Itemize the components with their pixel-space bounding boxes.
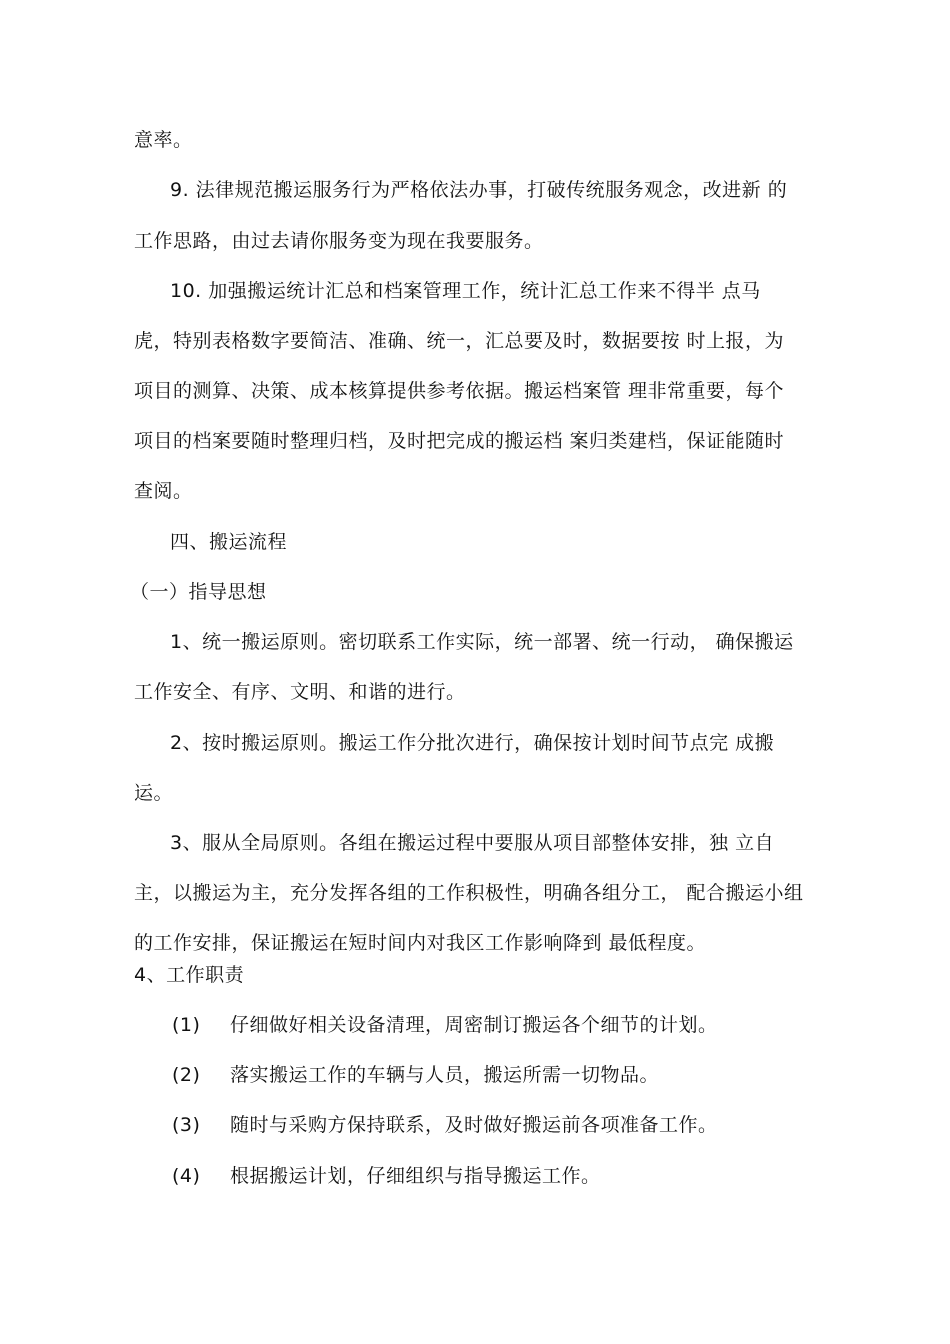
text-line: 意率。 xyxy=(134,129,193,151)
section-heading: 四、搬运流程 xyxy=(170,531,288,553)
list-item-number: (4) xyxy=(172,1165,201,1187)
text-line: 工作安全、有序、文明、和谐的进行。 xyxy=(134,681,466,703)
list-item xyxy=(172,1112,718,1138)
list-item-number: (3) xyxy=(172,1114,201,1136)
list-item-text: 随时与采购方保持联系，及时做好搬运前各项准备工作。 xyxy=(230,1114,718,1136)
text-line: 1、统一搬运原则。密切联系工作实际，统一部署、统一行动， 确保搬运 xyxy=(170,631,794,653)
list-item xyxy=(172,1012,718,1038)
text-line: 运。 xyxy=(134,782,174,804)
text-line: 主，以搬运为主，充分发挥各组的工作积极性，明确各组分工， 配合搬运小组 xyxy=(134,882,804,904)
text-segment: 9. 法律规范搬运服务行为严格依法办事，打破传统服务观念，改进新 的 xyxy=(170,179,788,201)
text-line: 工作思路，由过去请你服务变为现在我要服务。 xyxy=(134,230,544,252)
text-line xyxy=(170,177,826,203)
list-item-number: (1) xyxy=(172,1014,201,1036)
text-line: 虎，特别表格数字要简洁、准确、统一，汇总要及时，数据要按 时上报，为 xyxy=(134,330,785,352)
text-line: 项目的测算、决策、成本核算提供参考依据。搬运档案管 理非常重要，每个 xyxy=(134,380,785,402)
text-line: 3、服从全局原则。各组在搬运过程中要服从项目部整体安排，独 立自 xyxy=(170,832,775,854)
text-line: 的工作安排，保证搬运在短时间内对我区工作影响降到 最低程度。 xyxy=(134,932,707,954)
text-line: 10. 加强搬运统计汇总和档案管理工作，统计汇总工作来不得半 点马 xyxy=(170,280,761,302)
text-line: 项目的档案要随时整理归档，及时把完成的搬运档 案归类建档，保证能随时 xyxy=(134,430,785,452)
list-item xyxy=(172,1062,659,1088)
list-item-text: 落实搬运工作的车辆与人员，搬运所需一切物品。 xyxy=(230,1064,660,1086)
list-item-text: 仔细做好相关设备清理，周密制订搬运各个细节的计划。 xyxy=(230,1014,718,1036)
list-item xyxy=(172,1163,601,1189)
list-item-number: (2) xyxy=(172,1064,201,1086)
subsection-heading: 4、工作职责 xyxy=(134,964,245,986)
text-line: 查阅。 xyxy=(134,480,193,502)
list-item-text: 根据搬运计划，仔细组织与指导搬运工作。 xyxy=(230,1165,601,1187)
text-line: 2、按时搬运原则。搬运工作分批次进行，确保按计划时间节点完 成搬 xyxy=(170,732,775,754)
subsection-heading: （一）指导思想 xyxy=(130,581,267,603)
